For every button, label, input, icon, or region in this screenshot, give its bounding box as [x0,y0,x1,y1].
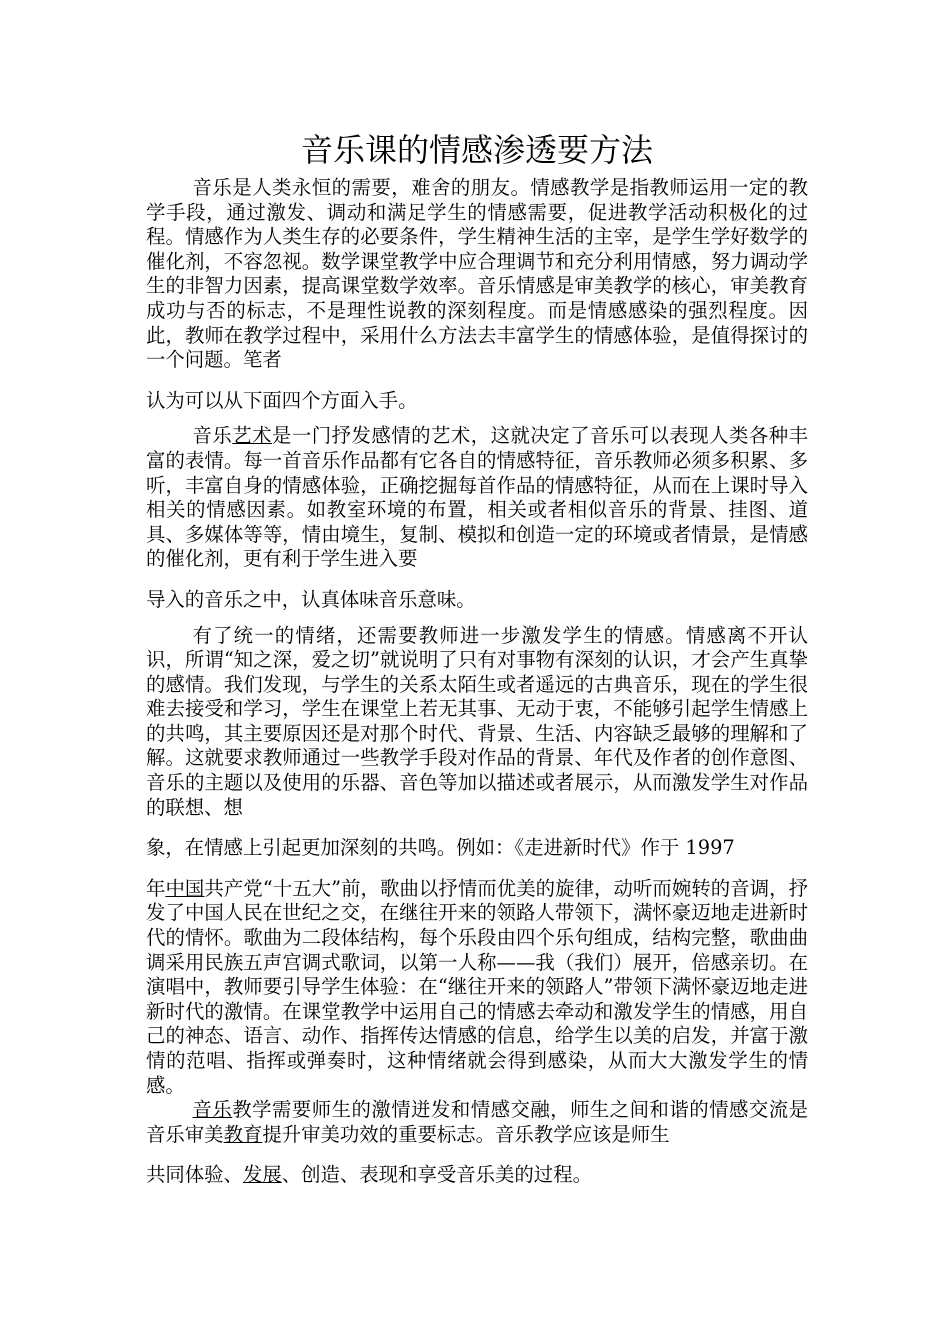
paragraph-5-text-2: 提升审美功效的重要标志。音乐教学应该是师生 [262,1122,670,1146]
paragraph-4 [146,877,808,1098]
paragraph-1-last-line: 认为可以从下面四个方面入手。 [146,388,418,412]
link-art[interactable]: 艺术 [232,424,273,448]
paragraph-3-text: 有了统一的情绪，还需要教师进一步激发学生的情感。情感离不开认识，所谓“知之深，爱之切”就说明了只有对事物有深刻的认识，才会产生真挚的感情。我们发现，与学生的关系太陌生或者遥远的古典音乐，现在的学生很难去接受和学习，学生在课堂上若无其事、无动于衷，不能够引起学生情感上的共鸣，其主要原因还是对那个时代、背景、生活、内容缺乏最够的理解和了解。这就要求教师通过一些教学手段对作品的背景、年代及作者的创作意图、音乐的主题以及使用的乐器、音色等加以描述或者展示，从而激发学生对作品的联想、想 [146,623,808,819]
paragraph-4-text: 共产党“十五大”前，歌曲以抒情而优美的旋律，动听而婉转的音调，抒发了中国人民在世纪之交，在继往开来的领路人带领下，满怀豪迈地走进新时代的情怀。歌曲为二段体结构，每个乐段由四个乐句组成，结构完整，歌曲曲调采用民族五声宫调式歌词，以第一人称——我（我们）展开，倍感亲切。在演唱中，教师要引导学生体验：在“继往开来的领路人”带领下满怀豪迈地走进新时代的激情。在课堂教学中运用自己的情感去牵动和激发学生的情感，用自己的神态、语言、动作、指挥传达情感的信息，给学生以美的启发，并富于激情的范唱、指挥或弹奏时，这种情绪就会得到感染，从而大大激发学生的情感。 [146,876,809,1097]
paragraph-3-last-line: 象，在情感上引起更加深刻的共鸣。例如：《走进新时代》作于 1997 [146,836,735,860]
paragraph-2-text: 是一门抒发感情的艺术，这就决定了音乐可以表现人类各种丰富的表情。每一首音乐作品都有它各自的情感特征，音乐教师必须多积累、多听，丰富自身的情感体验，正确挖掘每首作品的情感特征，从而在上课时导入相关的情感因素。如教室环境的布置，相关或者相似音乐的背景、挂图、道具、多媒体等等，情由境生，复制、模拟和创造一定的环境或者情景，是情感的催化剂，更有利于学生进入要 [146,424,809,571]
paragraph-5-last-line-lead: 共同体验、 [146,1163,243,1187]
paragraph-2-lead: 音乐 [192,424,233,448]
paragraph-3 [146,624,808,861]
link-china[interactable]: 中国 [165,876,205,900]
document-title: 音乐课的情感渗透要方法 [300,131,653,169]
paragraph-4-lead: 年 [146,876,166,900]
paragraph-5-last-line-end: 、创造、表现和享受音乐美的过程。 [281,1163,592,1187]
paragraph-1 [146,176,808,413]
link-education[interactable]: 教育 [223,1122,263,1146]
link-music[interactable]: 音乐 [192,1098,233,1122]
document-page [146,128,808,1188]
paragraph-5 [146,1098,808,1188]
paragraph-1-text: 音乐是人类永恒的需要，难舍的朋友。情感教学是指教师运用一定的教学手段，通过激发、调动和满足学生的情感需要，促进教学活动积极化的过程。情感作为人类生存的必要条件，学生精神生活的主宰，是学生学好数学的催化剂，不容忽视。数学课堂教学中应合理调节和充分利用情感，努力调动学生的非智力因素，提高课堂数学效率。音乐情感是审美教学的核心，审美教育成功与否的标志，不是理性说教的深刻程度。而是情感感染的强烈程度。因此，教师在教学过程中，采用什么方法去丰富学生的情感体验，是值得探讨的一个问题。笔者 [146,176,808,372]
paragraph-2-last-line: 导入的音乐之中，认真体味音乐意味。 [146,587,476,611]
paragraph-5-text-1: 教学需要师生的激情迸发和情感交融，师生之间和谐的情感交流是音乐审美 [146,1098,809,1146]
paragraph-2 [146,424,808,612]
paragraph-5-last-line [146,1163,808,1188]
link-development[interactable]: 发展 [242,1163,282,1187]
